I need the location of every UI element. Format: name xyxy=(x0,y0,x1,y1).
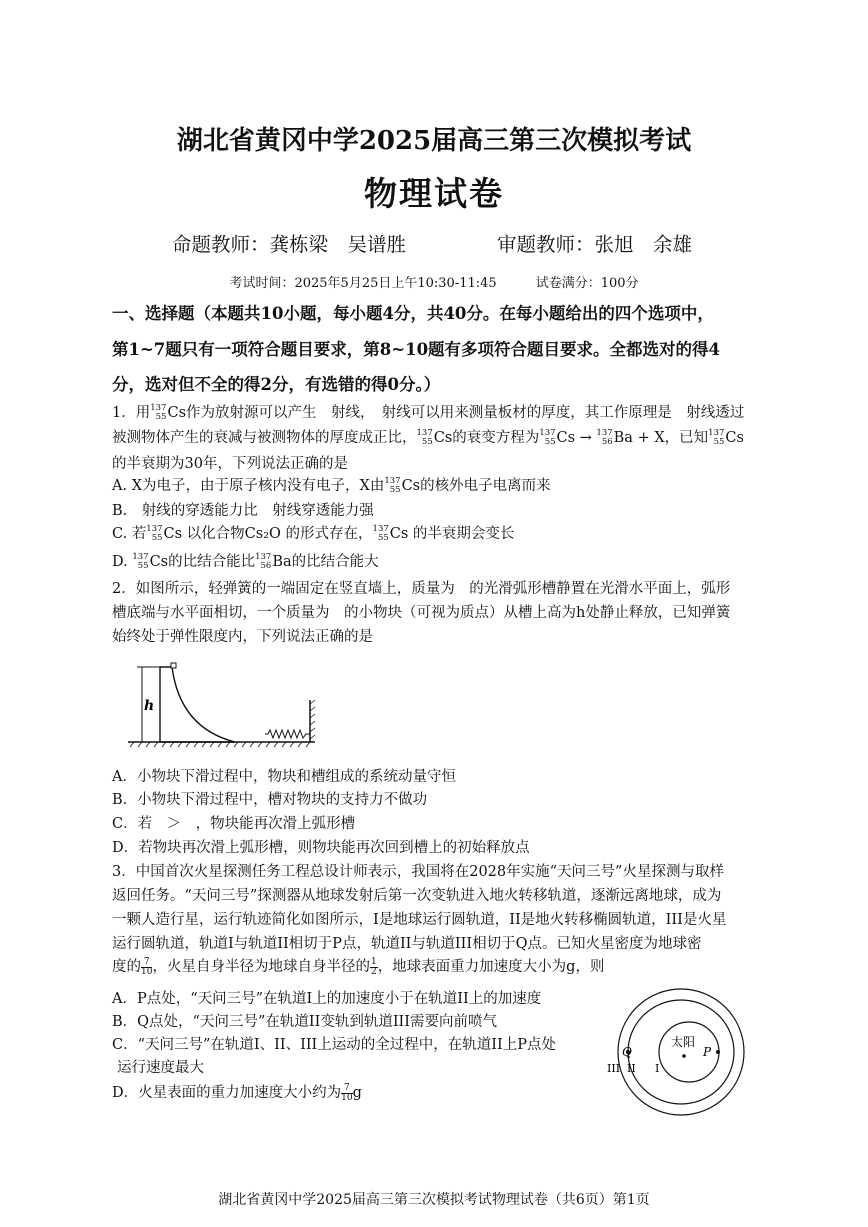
fraction-7-10-d: $\frac{7}{10}$ xyxy=(341,1082,353,1103)
q3-option-d: D．火星表面的重力加速度大小约为 $\frac{7}{10}$ g xyxy=(112,1082,362,1103)
q3-line3: 一颗人造行星，运行轨迹简化如图所示，I是地球运行圆轨道，II是地火转移椭圆轨道，III是火星 xyxy=(112,912,727,928)
q1-option-b: B. 射线的穿透能力比 射线穿透能力强 xyxy=(112,503,374,519)
q1-option-a: A. X为电子，由于原子核内没有电子，X由 137 55 Cs的核外电子电离而来 xyxy=(112,476,551,495)
q3-line2: 返回任务。“天问三号”探测器从地球发射后第一次变轨进入地火转移轨道，逐渐远离地球，成为 xyxy=(112,888,722,904)
fraction-7-10: $\frac{7}{10}$ xyxy=(141,956,153,977)
q2-figure-slope-spring xyxy=(120,658,325,750)
setter-label: 命题教师： xyxy=(172,233,270,256)
section-heading-line2: 第1~7题只有一项符合题目要求，第8~10题有多项符合题目要求。全都选对的得4 xyxy=(112,340,721,359)
q3-orbit-figure xyxy=(596,980,756,1130)
q3-line1: 3．中国首次火星探测任务工程总设计师表示，我国将在2028年实施“天问三号”火星探测与取样 xyxy=(112,864,724,880)
q3-option-a: A．P点处，“天问三号”在轨道I上的加速度小于在轨道II上的加速度 xyxy=(112,991,542,1007)
q2-option-d: D．若物块再次滑上弧形槽，则物块能再次回到槽上的初始释放点 xyxy=(112,840,530,856)
q2-option-b: B．小物块下滑过程中，槽对物块的支持力不做功 xyxy=(112,792,428,808)
q3-option-c-line2: 运行速度最大 xyxy=(117,1060,204,1076)
q2-line2: 槽底端与水平面相切，一个质量为 的小物块（可视为质点）从槽上高为h处静止释放，已知弹簧 xyxy=(112,605,731,621)
q3-option-b: B．Q点处，“天问三号”在轨道II变轨到轨道III需要向前喷气 xyxy=(112,1014,498,1030)
sun-label: 太阳 xyxy=(671,1035,696,1049)
q2-line3: 始终处于弹性限度内，下列说法正确的是 xyxy=(112,629,373,645)
exam-time: 考试时间：2025年5月25日上午10:30-11:45 xyxy=(229,276,497,291)
height-label: h xyxy=(144,698,155,714)
reviewer-label: 审题教师： xyxy=(497,233,595,256)
cs137-symbol: 137 55 xyxy=(150,403,167,422)
section-heading-line1: 一、选择题（本题共10小题，每小题4分，共40分。在每小题给出的四个选项中， xyxy=(112,304,714,323)
Q-label: Q xyxy=(622,1045,632,1059)
exam-title: 湖北省黄冈中学2025届高三第三次模拟考试 xyxy=(176,126,692,156)
q2-option-a: A．小物块下滑过程中，物块和槽组成的系统动量守恒 xyxy=(112,769,456,785)
fraction-1-2: $\frac{1}{2}$ xyxy=(370,956,377,977)
q3-line5: 度的 $\frac{7}{10}$ ，火星自身半径为地球自身半径的 $\frac{1}{2}$ ，地球表面重力加速度大小为g，则 xyxy=(112,956,605,977)
full-score: 试卷满分：100分 xyxy=(535,276,639,291)
q2-option-c: C．若 ＞ ，物块能再次滑上弧形槽 xyxy=(112,816,356,832)
setter-line xyxy=(172,229,406,257)
section-heading-line3: 分，选对但不全的得2分，有选错的得0分。） xyxy=(112,375,441,394)
q2-line1: 2．如图所示，轻弹簧的一端固定在竖直墙上，质量为 的光滑弧形槽静置在光滑水平面上，弧形 xyxy=(112,581,731,597)
orbit-I-label: I xyxy=(655,1062,660,1075)
sun-dot xyxy=(682,1054,686,1058)
orbit-III xyxy=(618,989,744,1115)
q1-line2: 被测物体产生的衰减与被测物体的厚度成正比， 137 55 Cs的衰变方程为 137 55 Cs → 137 56 Ba + X，已知 137 55 Cs xyxy=(112,428,744,447)
point-P xyxy=(716,1050,720,1054)
reviewer-names: 张旭 余雄 xyxy=(594,233,693,256)
small-block xyxy=(171,663,176,668)
P-label: P xyxy=(703,1045,712,1059)
exam-meta xyxy=(0,272,868,291)
q3-line4: 运行圆轨道，轨道I与轨道II相切于P点，轨道II与轨道III相切于Q点。已知火星密度为地球密 xyxy=(112,936,702,952)
q1-line1: 1．用 137 55 Cs作为放射源可以产生 射线， 射线可以用来测量板材的厚度，其工作原理是 射线透过 xyxy=(112,403,745,422)
reviewer-line xyxy=(497,229,692,257)
page-footer: 湖北省黄冈中学2025届高三第三次模拟考试物理试卷（共6页）第1页 xyxy=(218,1192,650,1208)
q1-option-d: D. 137 55 Cs的比结合能比 137 56 Ba的比结合能大 xyxy=(112,552,379,571)
orbit-III-label: III xyxy=(607,1062,621,1075)
q3-option-c-line1: C．“天问三号”在轨道I、II、III上运动的全过程中，在轨道II上P点处 xyxy=(112,1037,556,1053)
orbit-II-label: II xyxy=(627,1062,636,1075)
setter-names: 龚栋梁 吴谱胜 xyxy=(269,233,407,256)
exam-subtitle: 物理试卷 xyxy=(364,174,504,213)
q1-option-c: C. 若 137 55 Cs 以化合物Cs₂O 的形式存在， 137 55 Cs 的半衰期会变长 xyxy=(112,524,515,543)
q1-line3: 的半衰期为30年，下列说法正确的是 xyxy=(112,456,348,472)
